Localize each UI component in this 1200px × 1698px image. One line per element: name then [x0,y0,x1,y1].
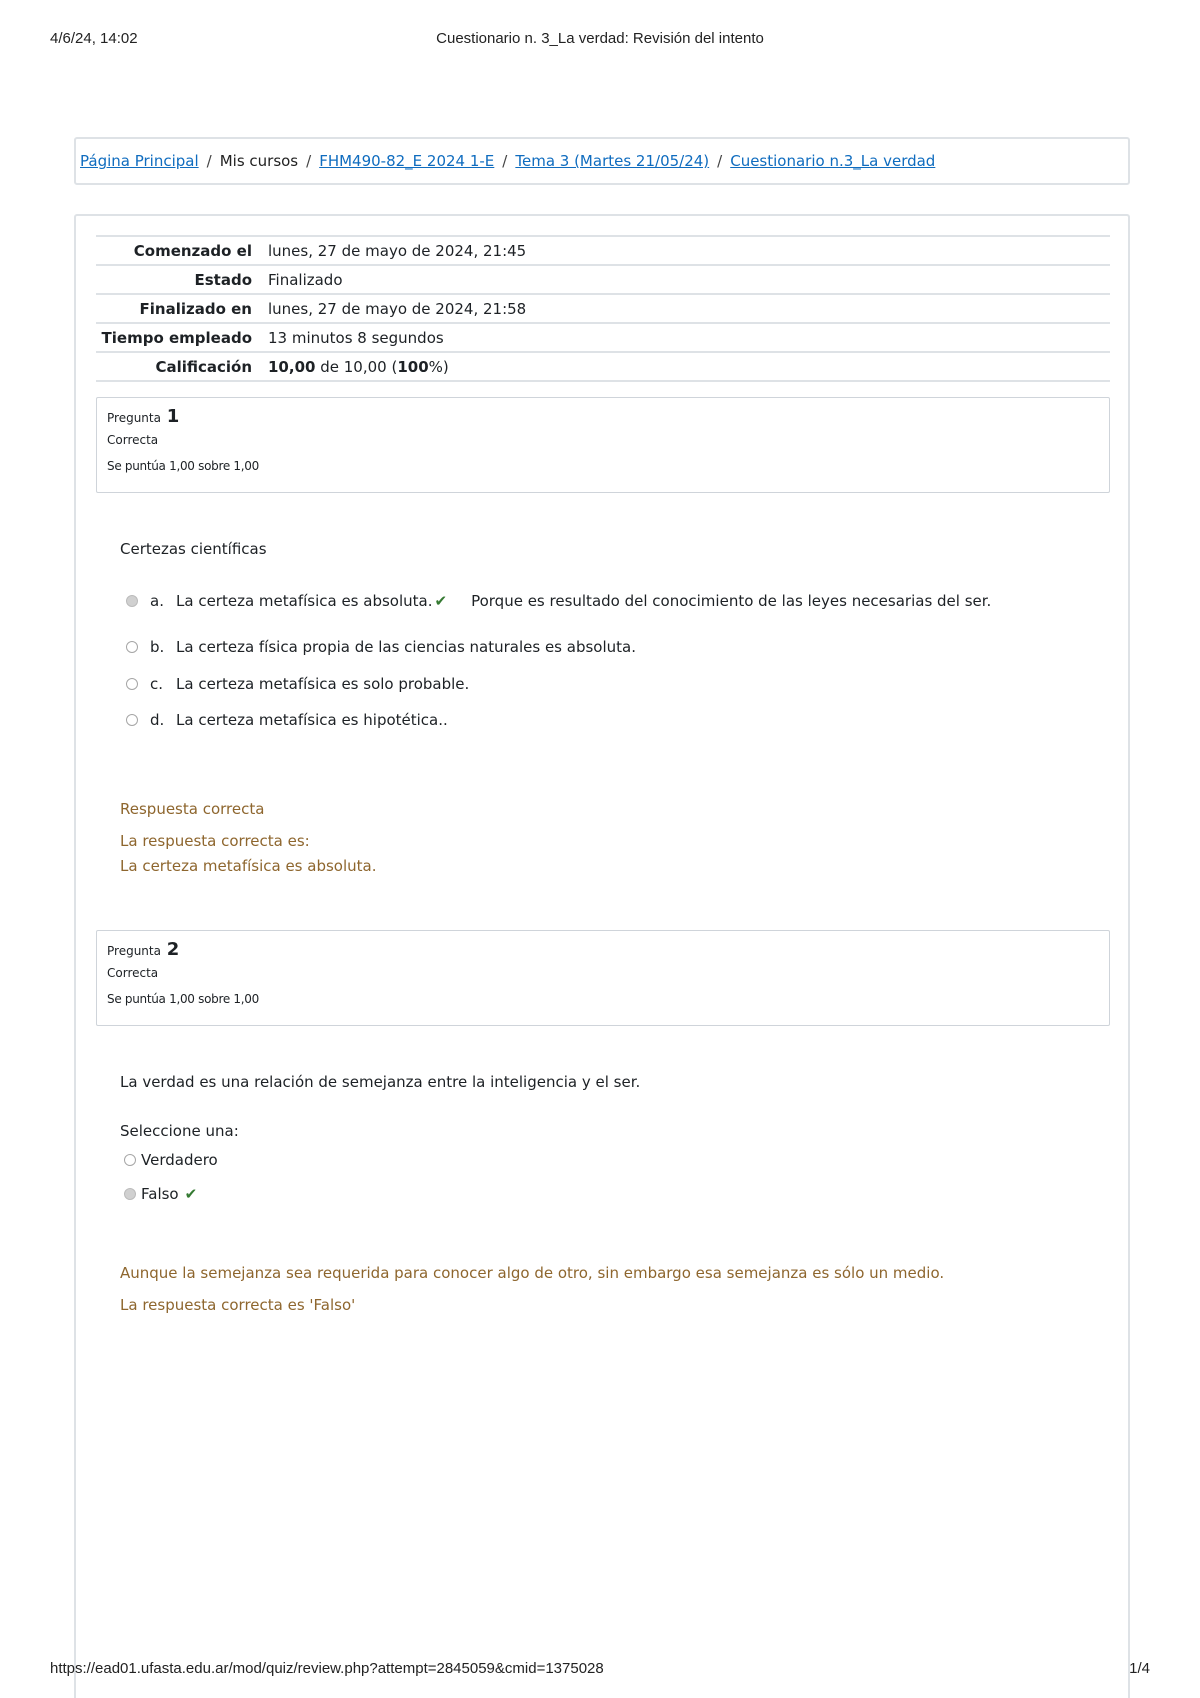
right-answer: La certeza metafísica es absoluta. [120,857,377,875]
radio-button[interactable] [124,1188,136,1200]
option-text: Falso [141,1185,179,1203]
summary-row-started [96,236,1110,265]
radio-button[interactable] [126,595,138,607]
answer-option-true[interactable] [124,1151,218,1169]
radio-button[interactable] [126,678,138,690]
summary-label: Calificación [155,357,252,376]
breadcrumb-topic-link[interactable]: Tema 3 (Martes 21/05/24) [515,152,710,170]
right-answer: La respuesta correcta es 'Falso' [120,1296,356,1314]
answer-option-c[interactable] [126,675,469,693]
answer-option-a[interactable] [126,592,991,610]
option-text: La certeza física propia de las ciencias naturales es absoluta. [176,638,636,656]
option-text: Verdadero [141,1151,218,1169]
question-label: Pregunta [107,944,161,958]
breadcrumb-my-courses: Mis cursos [219,152,299,170]
page-number: 1/4 [1129,1660,1150,1677]
option-feedback: Porque es resultado del conocimiento de las leyes necesarias del ser. [471,592,992,610]
question-grade: Se puntúa 1,00 sobre 1,00 [107,992,259,1006]
summary-row-time-taken [96,323,1110,352]
summary-value: 13 minutos 8 segundos [268,328,444,347]
breadcrumb-quiz-link[interactable]: Cuestionario n.3_La verdad [730,152,936,170]
print-header [0,30,1200,52]
summary-value: Finalizado [268,270,343,289]
breadcrumb-course-link[interactable]: FHM490-82_E 2024 1-E [319,152,495,170]
check-icon: ✔ [184,1185,198,1203]
answer-option-b[interactable] [126,638,636,656]
check-icon: ✔ [434,592,448,610]
right-answer-label: La respuesta correcta es: [120,832,310,850]
option-letter: c. [150,675,164,693]
summary-row-state [96,265,1110,294]
print-date: 4/6/24, 14:02 [50,30,138,47]
answer-option-false[interactable] [124,1185,197,1203]
grade-of: de 10,00 ( [320,357,398,376]
question-text: La verdad es una relación de semejanza entre la inteligencia y el ser. [120,1073,641,1091]
question-number: 1 [166,406,180,427]
radio-button[interactable] [126,714,138,726]
breadcrumb-home-link[interactable]: Página Principal [80,152,199,170]
summary-label: Comenzado el [133,241,252,260]
summary-row-grade [96,352,1110,381]
option-text: La certeza metafísica es hipotética.. [176,711,448,729]
general-feedback: Aunque la semejanza sea requerida para conocer algo de otro, sin embargo esa semejanza es sólo un medio. [120,1264,945,1282]
option-letter: a. [150,592,164,610]
general-feedback: Respuesta correcta [120,800,265,818]
summary-value: lunes, 27 de mayo de 2024, 21:45 [268,241,527,260]
question-state: Correcta [107,966,159,980]
breadcrumb-separator: / [717,152,723,170]
summary-value: lunes, 27 de mayo de 2024, 21:58 [268,299,527,318]
question-label: Pregunta [107,411,161,425]
question-info-2 [96,930,1110,1026]
radio-button[interactable] [124,1154,136,1166]
print-title: Cuestionario n. 3_La verdad: Revisión del intento [436,30,764,47]
breadcrumb-separator: / [206,152,212,170]
radio-button[interactable] [126,641,138,653]
option-letter: d. [150,711,165,729]
summary-label: Finalizado en [139,299,252,318]
question-state: Correcta [107,433,159,447]
summary-grade-value [260,352,1110,381]
summary-label: Estado [194,270,252,289]
summary-label: Tiempo empleado [101,328,252,347]
question-text: Certezas científicas [120,540,267,558]
attempt-summary-table [96,235,1110,382]
breadcrumb-separator: / [502,152,508,170]
select-one-prompt: Seleccione una: [120,1122,239,1140]
option-text: La certeza metafísica es absoluta. [176,592,433,610]
answer-option-d[interactable] [126,711,448,729]
grade-score: 10,00 [268,357,316,376]
question-grade: Se puntúa 1,00 sobre 1,00 [107,459,259,473]
summary-row-completed [96,294,1110,323]
breadcrumb [74,137,1130,185]
print-url: https://ead01.ufasta.edu.ar/mod/quiz/review.php?attempt=2845059&cmid=1375028 [50,1660,604,1677]
option-text: La certeza metafísica es solo probable. [176,675,470,693]
breadcrumb-separator: / [306,152,312,170]
grade-percent: 100 [397,357,429,376]
grade-close: %) [428,357,449,376]
option-letter: b. [150,638,165,656]
question-number: 2 [166,939,180,960]
question-info-1 [96,397,1110,493]
